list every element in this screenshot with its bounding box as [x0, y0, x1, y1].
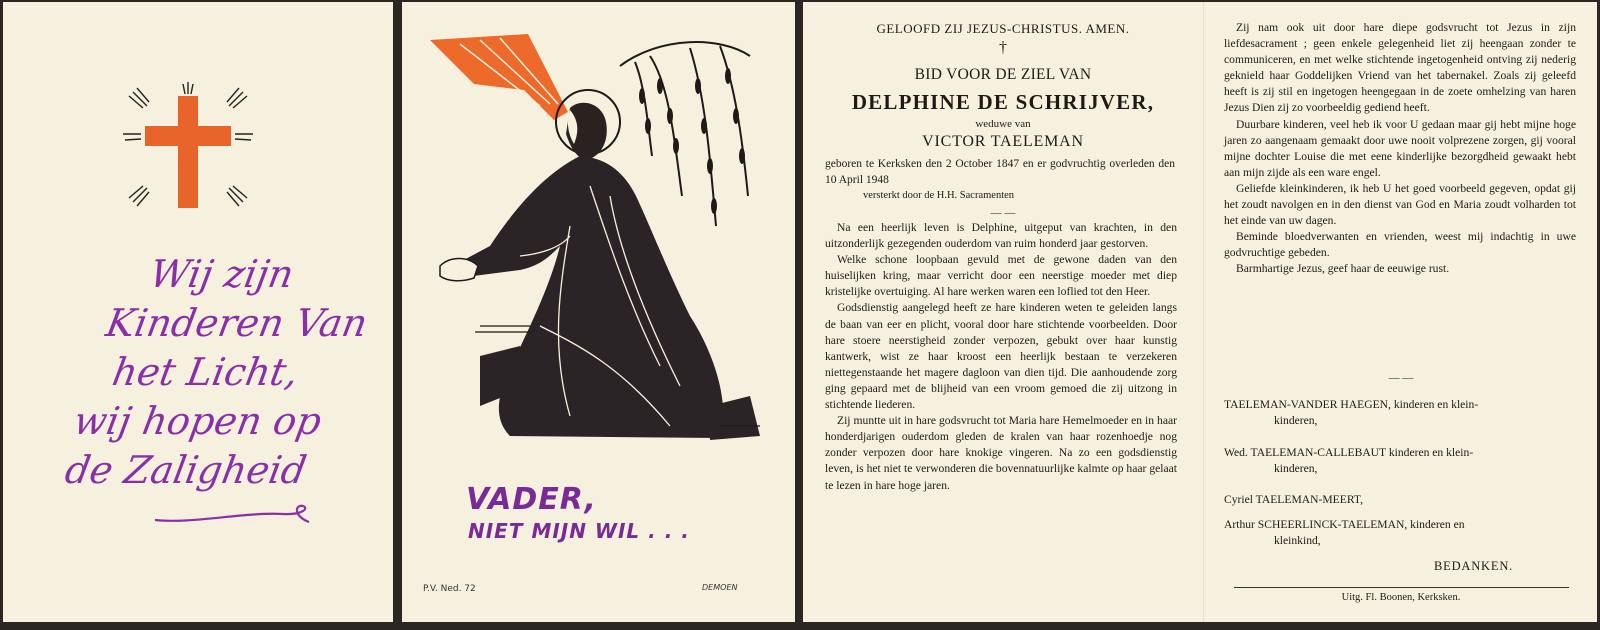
family-entry: [1224, 445, 1574, 477]
family-entry-main: Cyriel TAELEMAN-MEERT,: [1224, 493, 1363, 506]
paragraph: Zij muntte uit in hare godsvrucht tot Maria hare Hemelmoeder en in haar honderdjarigen ouderdom gleden de kralen van haar rozenhoedje nog zonder verpozen door hare knokige vingeren. Na zo een godsdienstig leven, is het niet te verwonderen die bovennatuurlijke kalmte op haar gelaat te lezen in hare hoge jaren.: [825, 414, 1177, 492]
caption-line-1: VADER,: [466, 482, 597, 517]
paragraph: Beminde bloedverwanten en vrienden, weest mij indachtig in uwe godvruchtige gebeden.: [1224, 230, 1576, 260]
radiant-cross-icon: [123, 82, 253, 212]
family-entry-cont: kinderen,: [1274, 414, 1318, 427]
paragraph: Godsdienstig aangelegd heeft ze hare kinderen weten te geleiden langs de baan van eer en plicht, vooral door hare stichtende voorbeelden. Door hare stoere neerstigheid zonder verpozen, gebukt over haar kunstig kantwerk, wist ze haar kroost een heerlijk bestaan te verzekeren niettegenstaande het magere dagloon van dien tijd. Die aanhoudende zorg ging gepaard met de blijheid van een vroom gemoed die zij uitzong in stichtende liederen.: [825, 301, 1177, 412]
dagger-icon: †: [999, 39, 1007, 56]
flourish-ornament: [153, 502, 313, 532]
card-panel-family: [1203, 2, 1597, 622]
print-mark: P.V. Ned. 72: [423, 584, 476, 594]
obituary-body-continued: [1224, 20, 1576, 278]
separator: — —: [1388, 372, 1414, 384]
motto-line: de Zaligheid: [61, 448, 310, 492]
paragraph: Welke schone loopbaan gevuld met de gewone daden van den huiselijken kring, maar verricht door een neerstige moeder met diep kristelijke overtuiging. Al hare werken waren een loflied tot den Heer.: [825, 253, 1177, 299]
obituary-body: [825, 220, 1177, 494]
motto-line: wij hopen op: [70, 399, 325, 443]
sacraments-line: versterkt door de H.H. Sacramenten: [863, 190, 1015, 201]
paragraph: Na een heerlijk leven is Delphine, uitgeput van krachten, in den uitzonderlijk gezegenden ouderdom van ruim honderd jaar gestorven.: [825, 221, 1177, 251]
motto-line: Kinderen Van: [102, 301, 371, 345]
family-entry-main: Wed. TAELEMAN-CALLEBAUT kinderen en klein-: [1224, 446, 1474, 459]
motto-text: [41, 250, 371, 495]
artist-signature: DEMOEN: [702, 583, 738, 592]
card-panel-obituary: [803, 2, 1203, 622]
praying-christ-illustration: [420, 26, 770, 456]
caption-line-2: NIET MIJN WIL . . .: [468, 519, 690, 543]
widow-of-text: weduwe van: [975, 118, 1031, 130]
birth-death-text: [825, 156, 1175, 204]
card-panel-motto: [3, 2, 393, 622]
header-text: GELOOFD ZIJ JEZUS-CHRISTUS. AMEN.: [876, 21, 1130, 36]
family-entry: [1224, 492, 1574, 508]
born-died-line: geboren te Kerksken den 2 October 1847 en er godvruchtig overleden den 10 April 1948: [825, 158, 1175, 186]
paragraph: Duurbare kinderen, veel heb ik voor U gedaan maar gij hebt mijne hoge jaren zo aangenaam gemaakt door uwe nooit volprezene zorgen, gij vooral mijne dochter Louise die met eene kinderlijke bezorgdheid gewaakt hebt aan mijn zijde als een ware engel.: [1224, 117, 1576, 179]
divider: [1234, 587, 1569, 588]
family-entry-main: Arthur SCHEERLINCK-TAELEMAN, kinderen en: [1224, 518, 1465, 531]
paragraph: Geliefde kleinkinderen, ik heb U het goed voorbeeld gegeven, opdat gij het zoudt navolgen en in den dienst van God en Maria zoudt volharden tot het einde van uw dagen.: [1224, 181, 1576, 228]
paragraph: Barmhartige Jezus, geef haar de eeuwige rust.: [1236, 262, 1450, 276]
paragraph: Zij nam ook uit door hare diepe godsvrucht tot Jezus in zijn liefdesacrament ; geen enkele gelegenheid liet zij heengaan zonder te communiceren, en met welke stichtende ingetogenheid ontving zij nederig geknield haar Goddelijken Vriend van het tabernakel. Zoals zij geleefd heeft is zij stil en ingetogen heengegaan in de zoete omhelzing van haren Jezus Dien zij zo voorbeeldig gediend heeft.: [1224, 21, 1576, 115]
family-entry-main: TAELEMAN-VANDER HAEGEN, kinderen en klein-: [1224, 398, 1479, 411]
motto-line: het Licht,: [109, 350, 302, 394]
caption-vader: [466, 482, 690, 543]
card-panel-image: [402, 2, 795, 622]
separator: — —: [990, 207, 1016, 219]
family-entry: [1224, 397, 1574, 429]
husband-name: VICTOR TAELEMAN: [922, 133, 1084, 150]
bid-heading: BID VOOR DE ZIEL VAN: [914, 66, 1092, 83]
printer-credit: Uitg. Fl. Boonen, Kerksken.: [1341, 592, 1461, 603]
deceased-name: DELPHINE DE SCHRIJVER,: [851, 90, 1155, 114]
family-entry-cont: kleinkind,: [1274, 534, 1321, 547]
thanks-text: BEDANKEN.: [1434, 559, 1514, 573]
family-entry: [1224, 517, 1574, 549]
family-entry-cont: kinderen,: [1274, 462, 1318, 475]
motto-line: Wij zijn: [146, 252, 298, 296]
